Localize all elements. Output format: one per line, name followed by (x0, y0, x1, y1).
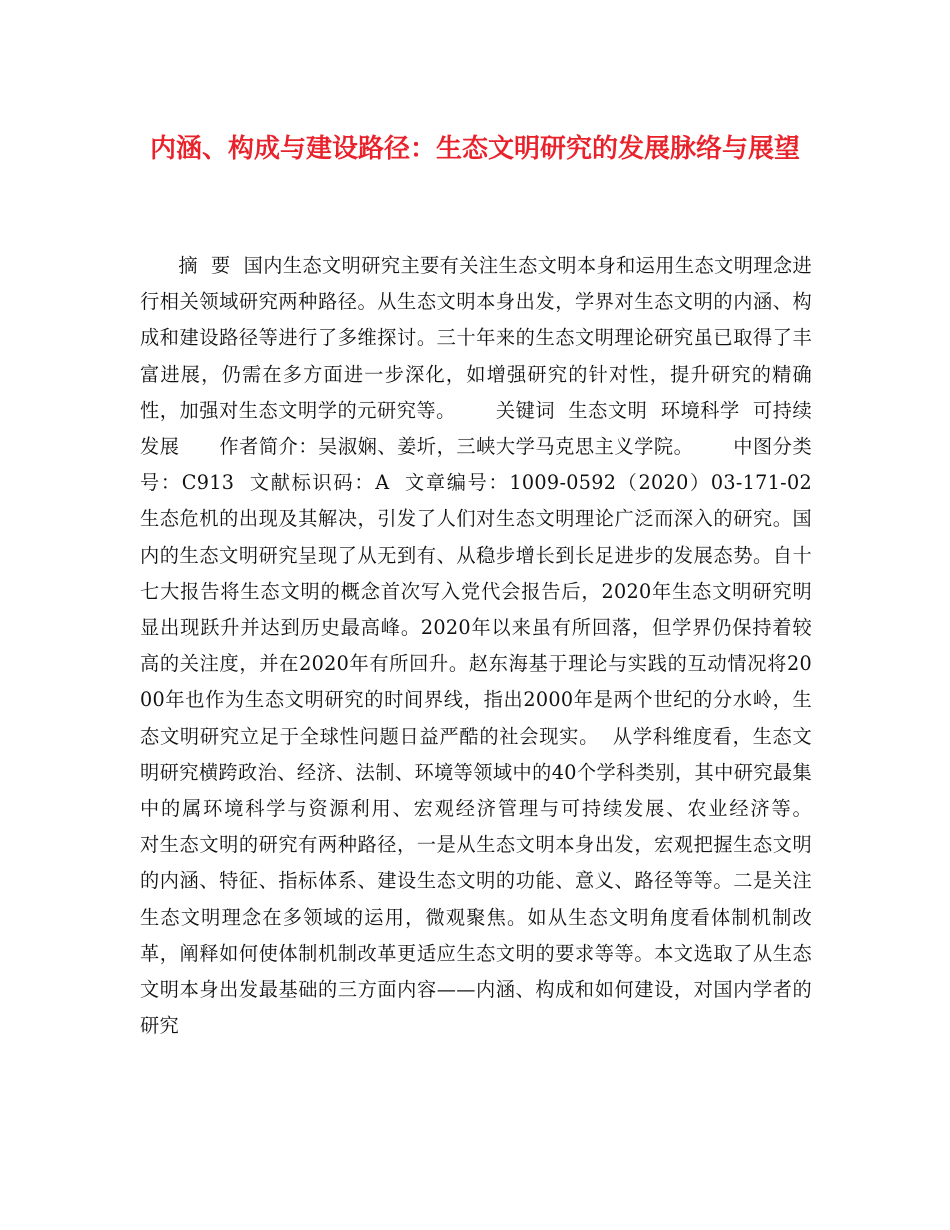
document-title: 内涵、构成与建设路径：生态文明研究的发展脉络与展望 (149, 134, 800, 164)
document-body: 摘 要 国内生态文明研究主要有关注生态文明本身和运用生态文明理念进行相关领域研究两种路径。从生态文明本身出发，学界对生态文明的内涵、构成和建设路径等进行了多维探讨。三十年来的生态文明理论研究虽已取得了丰富进展，仍需在多方面进一步深化，如增强研究的针对性，提升研究的精确性，加强对生态文明学的元研究等。 关键词 生态文明 环境科学 可持续发展 作者简介：吴淑娴、姜圻，三峡大学马克思主义学院。 中图分类号：C913 文献标识码：A 文章编号：1009-0592（2020）03-171-02 生态危机的出现及其解决，引发了人们对生态文明理论广泛而深入的研究。国内的生态文明研究呈现了从无到有、从稳步增长到长足进步的发展态势。自十七大报告将生态文明的概念首次写入党代会报告后，2020年生态文明研究明显出现跃升并达到历史最高峰。2020年以来虽有所回落，但学界仍保持着较高的关注度，并在2020年有所回升。赵东海基于理论与实践的互动情况将2000年也作为生态文明研究的时间界线，指出2000年是两个世纪的分水岭，生态文明研究立足于全球性问题日益严酷的社会现实。 从学科维度看，生态文明研究横跨政治、经济、法制、环境等领域中的40个学科类别，其中研究最集中的属环境科学与资源利用、宏观经济管理与可持续发展、农业经济等。 对生态文明的研究有两种路径，一是从生态文明本身出发，宏观把握生态文明的内涵、特征、指标体系、建设生态文明的功能、意义、路径等等。二是关注生态文明理念在多领域的运用，微观聚焦。如从生态文明角度看体制机制改革，阐释如何使体制机制改革更适应生态文明的要求等等。本文选取了从生态文明本身出发最基础的三方面内容——内涵、构成和如何建设，对国内学者的研究 (140, 254, 851, 1038)
